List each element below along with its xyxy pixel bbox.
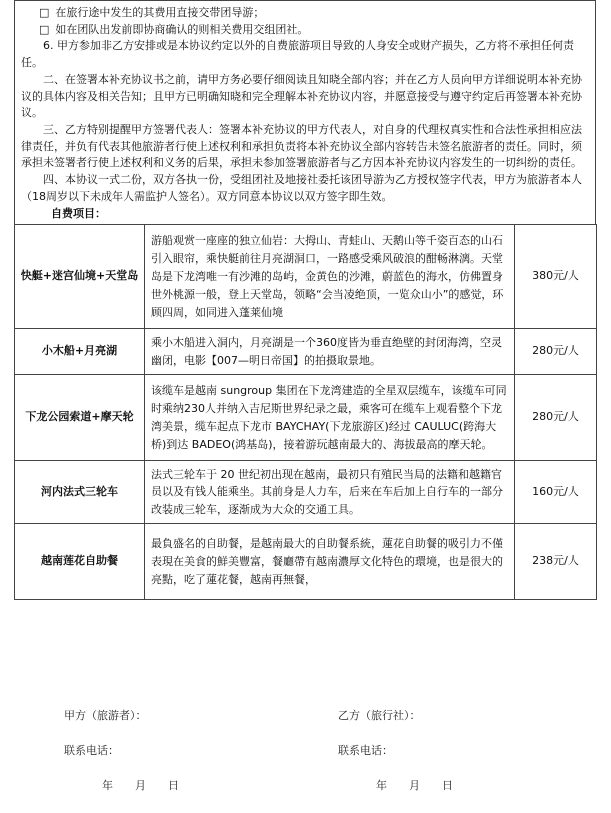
table-row	[15, 461, 597, 524]
item-price: 280元/人	[515, 375, 597, 461]
table-row	[15, 329, 597, 375]
item-description: 法式三轮车于 20 世纪初出现在越南，最初只有殖民当局的法籍和越籍官员以及有钱人能乘坐。其前身是人力车，后来在车后加上自行车的一部分改装成三轮车，逐渐成为大众的交通工具。	[145, 461, 515, 524]
item-price: 380元/人	[515, 225, 597, 329]
party-a-phone-label: 联系电话：	[64, 744, 119, 757]
item-description: 该缆车是越南 sungroup 集团在下龙湾建造的全星双层缆车，该缆车可同时乘纳230人并纳入吉尼斯世界纪录之最，乘客可在缆车上观看整个下龙湾美景，缆车起点下龙市 BAYCHAY(下龙旅游区)经过 CAULUC(跨海大桥)到达 BADEO(鸿基岛)，接着游玩越南最大的、海拔最高的摩天轮。	[145, 375, 515, 461]
self-pay-table	[14, 224, 597, 600]
checkbox-item-guide: □ 在旅行途中发生的其费用直接交带团导游；	[21, 5, 589, 22]
clause-2: 二、在签署本补充协议书之前，请甲方务必要仔细阅读且知晓全部内容；并在乙方人员向甲方详细说明本补充协议的具体内容及相关告知；且甲方已明确知晓和完全理解本补充协议内容，并愿意接受与遵守约定后再签署本补充协议。	[21, 72, 582, 120]
clause-6: 6. 甲方参加非乙方安排或是本协议约定以外的自费旅游项目导致的人身安全或财产损失，乙方将不承担任何责任。	[21, 39, 574, 70]
party-b-label: 乙方（旅行社）：	[338, 709, 421, 722]
party-b-date: 年 月 日	[376, 779, 453, 792]
table-row	[15, 375, 597, 461]
self-pay-heading: 自费项目：	[51, 206, 106, 220]
item-description: 乘小木船进入洞内，月亮湖是一个360度皆为垂直绝壁的封闭海湾，空灵幽闭，电影【007—明日帝国】的拍摄取景地。	[145, 329, 515, 375]
clause-3: 三、乙方特别提醒甲方签署代表人：签署本补充协议的甲方代表人，对自身的代理权真实性和合法性承担相应法律责任，并负有代表其他旅游者行使上述权利和承担负责将本补充协议全部内容转告未签名旅游者的责任。同时，须承担未签署者行使上述权利和义务的后果，承担未参加签署旅游者与乙方因本补充协议内容发生的一切纠纷的责任。	[21, 123, 582, 170]
item-price: 160元/人	[515, 461, 597, 524]
contract-page	[14, 0, 596, 600]
party-b-phone-label: 联系电话：	[338, 744, 393, 757]
item-name: 越南莲花自助餐	[15, 524, 145, 600]
item-price: 280元/人	[515, 329, 597, 375]
item-description: 最負盛名的自助餐，是越南最大的自助餐系統，蓮花自助餐的吸引力不僅表現在美食的鮮美豐富，餐廳帶有越南濃厚文化特色的環境，也是很大的亮點，吃了蓮花餐，越南再無餐，	[145, 524, 515, 600]
item-description: 游船观赏一座座的独立仙岩：大拇山、青蛙山、天鹅山等千姿百态的山石引入眼帘，乘快艇前往月亮湖洞口，一路感受乘风破浪的酣畅淋漓。天堂岛是下龙湾唯一有沙滩的岛屿，金黄色的沙滩，蔚蓝色的海水，仿佛置身世外桃源一般，登上天堂岛，领略“会当凌绝顶，一览众山小”的感觉，环顾四周，如同进入蓬莱仙境	[145, 225, 515, 329]
item-price: 238元/人	[515, 524, 597, 600]
table-row	[15, 524, 597, 600]
table-row	[15, 225, 597, 329]
clause-4: 四、本协议一式二份，双方各执一份，受组团社及地接社委托该团导游为乙方授权签字代表，甲方为旅游者本人（18周岁以下未成年人需监护人签名）。双方同意本协议以双方签字即生效。	[21, 173, 582, 203]
checkbox-item-agency: □ 如在团队出发前即协商确认的则相关费用交组团社。	[21, 22, 589, 39]
contract-terms	[14, 0, 596, 224]
party-a-date: 年 月 日	[102, 779, 179, 792]
item-name: 河内法式三轮车	[15, 461, 145, 524]
party-a-label: 甲方（旅游者）：	[64, 709, 147, 722]
item-name: 快艇+迷宫仙境+天堂岛	[15, 225, 145, 329]
item-name: 小木船+月亮湖	[15, 329, 145, 375]
item-name: 下龙公园索道+摩天轮	[15, 375, 145, 461]
